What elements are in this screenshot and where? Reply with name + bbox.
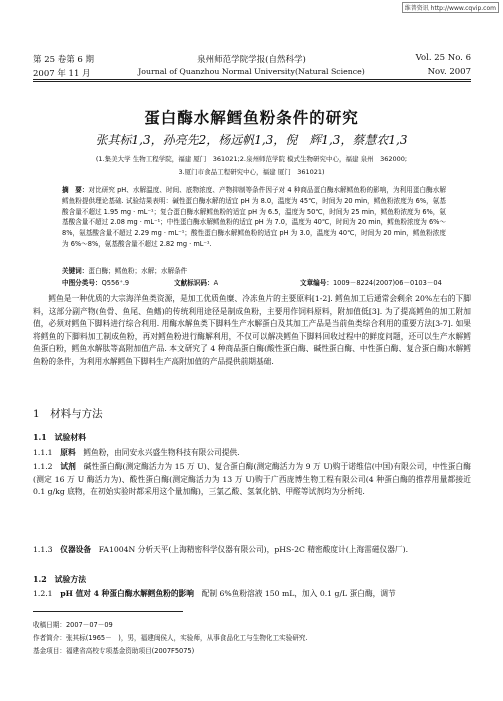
header-month: Nov. 2007 [427, 67, 471, 77]
header-journal-en: Journal of Quanzhou Normal University(Natural Science) [138, 67, 365, 76]
item-number: 1.2.1 [33, 589, 53, 598]
item-number: 1.1.2 [33, 462, 53, 471]
item-1-1-3 [33, 544, 471, 557]
affiliation-line-1: (1.集美大学 生物工程学院，福建 厦门 361021;2.泉州师范学院 模式生物研究中心，福建 泉州 362000; [95, 155, 408, 163]
watermark: 维普资讯 http://www.cqvip.com [402, 2, 499, 13]
keywords-text: 蛋白酶；鳕鱼粉；水解；水解条件 [88, 267, 188, 275]
abstract-label: 摘 要： [62, 186, 89, 194]
abstract-text: 对比研究 pH、水解温度、时间、底物浓度、产物抑制等条件因子对 4 种商品蛋白酶水解鳕鱼粉的影响，为利用蛋白酶水解鳕鱼粉提供理论基础. 试验结果表明：碱性蛋白酶水解的适宜 pH 为 8.0，温度为 45℃，时间为 20 min，鳕鱼粉浓度为 6%，氨基酸含量不超过 1.95 mg · mL⁻¹；复合蛋白酶水解鳕鱼粉的适宜 pH 为 6.5，温度为 50℃，时间为 25 min，鳕鱼粉浓度为 6%，氨基酸含量不超过 2.08 mg · mL⁻¹；中性蛋白酶水解鳕鱼粉的适宜 pH 为 7.0，温度为 40℃，时间为 20 min，鳕鱼粉浓度为 6%～8%，氨基酸含量不超过 2.29 mg · mL⁻¹；酸性蛋白酶水解鳕鱼粉的适宜 pH 为 3.0，温度为 40℃，时间为 20 min，鳕鱼粉浓度为 6%～8%，氨基酸含量不超过 2.82 mg · mL⁻¹. [62, 186, 447, 248]
clc-value: Q556⁺.9 [101, 279, 130, 287]
footnote-rule [33, 611, 183, 612]
section-title: 1 材料与方法 [33, 408, 103, 420]
subsection-title: 1.1 试验材料 [33, 433, 87, 442]
footnote-received: 收稿日期：2007－07－09 [33, 621, 113, 629]
intro-paragraph: 鳕鱼是一种优质的大宗海洋鱼类资源，是加工优质鱼糜、冷冻鱼片的主要原料[1-2]. 鳕鱼加工后通常会剩余 20%左右的下脚料，这部分副产物(鱼骨、鱼尾、鱼鳍)的传统利用途径是制成鱼粉，主要用作饲料原料，附加值低[3]. 为了提高鳕鱼的加工附加值，必须对鳕鱼下脚料进行综合利用. 用酶水解鱼类下脚料生产水解蛋白及其加工产品是当前鱼类综合利用的重要方法[3-7]. 如果将鳕鱼的下脚料加工制成鱼粉，再对鳕鱼粉进行酶解利用，不仅可以解决鳕鱼下脚料回收过程中的鲜度问题，还可以生产水解鳕鱼蛋白粉，鳕鱼水解肽等高附加值产品. 本文研究了 4 种商品蛋白酶(酸性蛋白酶、碱性蛋白酶、中性蛋白酶、复合蛋白酶)水解鳕鱼粉的条件，为利用水解鳕鱼下脚料生产高附加值的产品提供前期基础. [33, 294, 471, 366]
item-label: 试剂 [60, 462, 76, 471]
paper-title: 蛋白酶水解鳕鱼粉条件的研究 [144, 108, 359, 127]
item-1-1-1 [33, 447, 471, 460]
header-volume: 第 25 卷第 6 期 [33, 55, 95, 65]
header-rule-2 [33, 81, 471, 82]
doc-label: 文献标识码： [174, 279, 214, 287]
keywords [62, 265, 187, 275]
doc-value: A [213, 279, 219, 287]
header-rule [33, 79, 471, 80]
item-label: 仪器设备 [60, 545, 92, 554]
item-label: pH 值对 4 种蛋白酶水解鳕鱼粉的影响 [60, 589, 194, 598]
item-text: 碱性蛋白酶(测定酶活力为 15 万 U)、复合蛋白酶(测定酶活力为 9 万 U)购于诺维信(中国)有限公司，中性蛋白酶(测定 16 万 U 酶活力为)、酸性蛋白酶(测定酶活力为 13 万 U)购于广西庞博生物工程有限公司(4 种蛋白酶的推荐用量都接近 0.1 g/kg 底物，在初始实验时都采用这个量加酶)，三氯乙酸、氢氧化钠、甲醛等试剂均为分析纯. [33, 462, 471, 497]
article-label: 文章编号： [300, 279, 333, 287]
article-value: 1009－8224(2007)06－0103－04 [332, 279, 442, 287]
item-text: 配制 6%鱼粉溶液 150 mL，加入 0.1 g/L 蛋白酶，调节 [201, 589, 396, 598]
item-number: 1.1.1 [33, 448, 53, 457]
item-text: FA1004N 分析天平(上海精密科学仪器有限公司)，pHS-2C 精密酸度计(上海雷磁仪器厂). [98, 545, 409, 554]
article-number [300, 277, 442, 287]
footnote-funding: 基金项目：福建省高校专项基金资助项目(2007F5075) [33, 647, 195, 655]
abstract [62, 185, 446, 250]
keywords-label: 关键词： [62, 267, 89, 275]
clc-number [62, 277, 129, 287]
item-1-2-1 [33, 588, 471, 601]
affiliation-line-2: 3.厦门市食品工程研究中心，福建 厦门 361021) [178, 168, 325, 176]
item-number: 1.1.3 [33, 545, 53, 554]
header-journal-cn: 泉州师范学院学报(自然科学) [197, 55, 306, 65]
doc-code [174, 277, 218, 287]
footnote-author: 作者简介：张其标(1965－ )，男，福建闽侯人，实验师，从事食品化工与生物化工实验研究. [33, 634, 308, 642]
item-label: 原料 [60, 448, 76, 457]
clc-label: 中图分类号： [62, 279, 102, 287]
item-text: 鳕鱼粉，由同安永兴盛生物科技有限公司提供. [83, 448, 240, 457]
header-date: 2007 年 11 月 [33, 69, 91, 79]
subsection-title: 1.2 试验方法 [33, 575, 87, 584]
authors: 张其标1,3，孙亮先2，杨远帆1,3，倪 辉1,3，蔡慧农1,3 [95, 133, 408, 147]
header-vol-no: Vol. 25 No. 6 [415, 53, 471, 63]
item-1-1-2 [33, 461, 471, 499]
